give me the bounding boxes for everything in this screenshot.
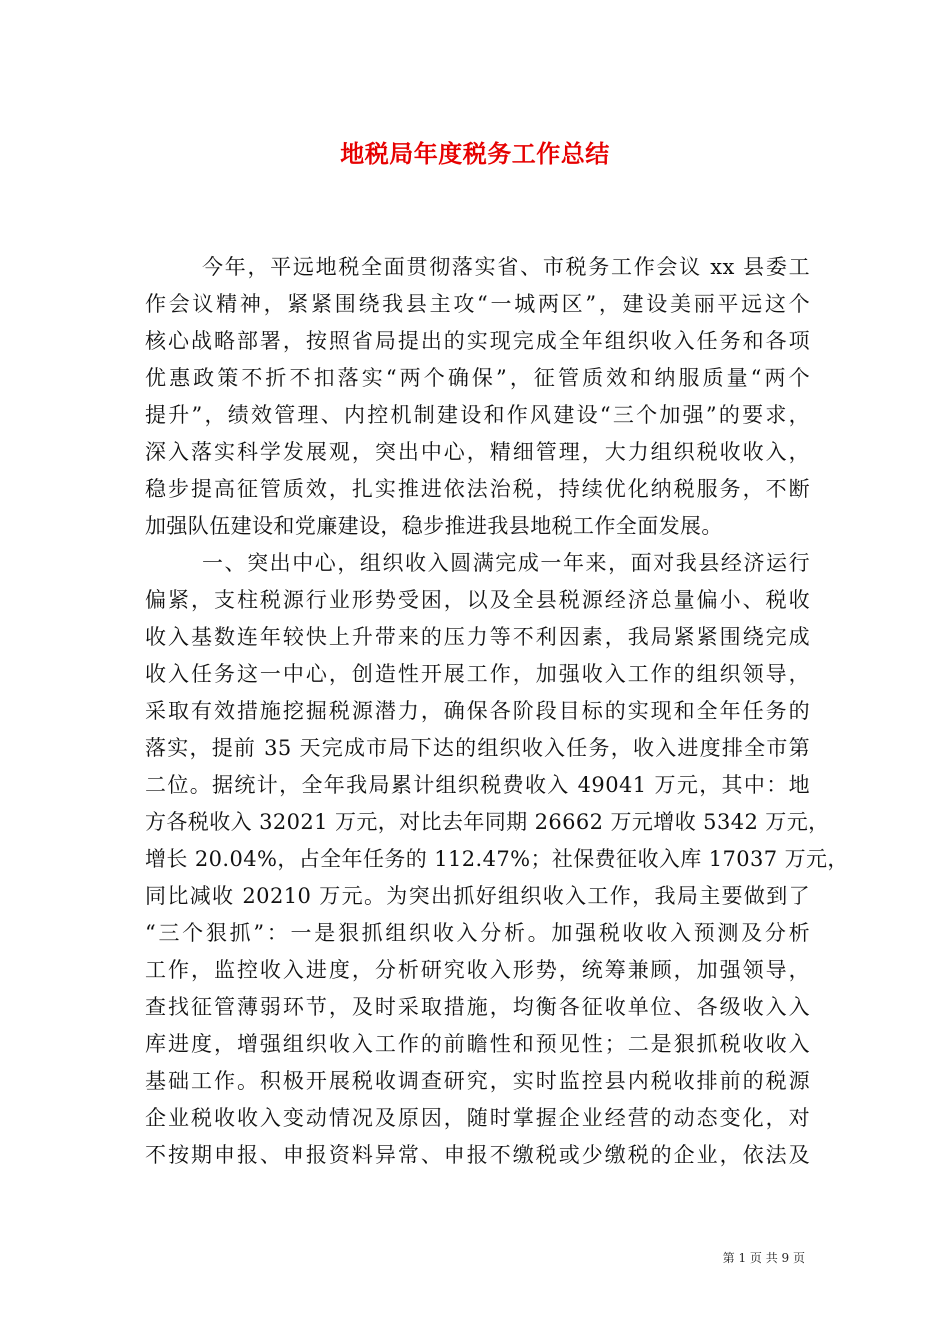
body-line: 收入基数连年较快上升带来的压力等不利因素，我局紧紧围绕完成 bbox=[145, 625, 810, 649]
body-line: 企业税收收入变动情况及原因，随时掌握企业经营的动态变化，对 bbox=[145, 1106, 810, 1130]
body-line: 作会议精神，紧紧围绕我县主攻“一城两区”，建设美丽平远这个 bbox=[145, 292, 810, 316]
body-line: 优惠政策不折不扣落实“两个确保”，征管质效和纳服质量“两个 bbox=[145, 366, 810, 390]
body-line: 增长 20.04%，占全年任务的 112.47%；社保费征收入库 17037 万元， bbox=[145, 847, 849, 871]
body-line: 偏紧，支柱税源行业形势受困，以及全县税源经济总量偏小、税收 bbox=[145, 588, 810, 612]
body-line: 收入任务这一中心，创造性开展工作，加强收入工作的组织领导， bbox=[145, 662, 810, 686]
body-line: 工作，监控收入进度，分析研究收入形势，统筹兼顾，加强领导， bbox=[145, 958, 810, 982]
body-line: 基础工作。积极开展税收调查研究，实时监控县内税收排前的税源 bbox=[145, 1069, 810, 1093]
body-line: 采取有效措施挖掘税源潜力，确保各阶段目标的实现和全年任务的 bbox=[145, 699, 810, 723]
body-line: 一、突出中心，组织收入圆满完成一年来，面对我县经济运行 bbox=[202, 551, 810, 575]
body-line: 落实，提前 35 天完成市局下达的组织收入任务，收入进度排全市第 bbox=[145, 736, 810, 760]
page-title: 地税局年度税务工作总结 bbox=[340, 139, 610, 168]
body-line: 加强队伍建设和党廉建设，稳步推进我县地税工作全面发展。 bbox=[145, 514, 723, 538]
body-line: 不按期申报、申报资料异常、申报不缴税或少缴税的企业，依法及 bbox=[145, 1143, 810, 1167]
body-line: 方各税收入 32021 万元，对比去年同期 26662 万元增收 5342 万元， bbox=[145, 810, 830, 834]
body-line: 同比减收 20210 万元。为突出抓好组织收入工作，我局主要做到了 bbox=[145, 884, 810, 908]
body-line: 核心战略部署，按照省局提出的实现完成全年组织收入任务和各项 bbox=[145, 329, 810, 353]
document-body bbox=[145, 249, 849, 1174]
body-line: 稳步提高征管质效，扎实推进依法治税，持续优化纳税服务，不断 bbox=[145, 477, 810, 501]
body-line: 二位。据统计，全年我局累计组织税费收入 49041 万元，其中：地 bbox=[145, 773, 810, 797]
body-line: 查找征管薄弱环节，及时采取措施，均衡各征收单位、各级收入入 bbox=[145, 995, 810, 1019]
body-line: 今年，平远地税全面贯彻落实省、市税务工作会议 xx 县委工 bbox=[202, 255, 810, 279]
body-line: 深入落实科学发展观，突出中心，精细管理，大力组织税收收入， bbox=[145, 440, 810, 464]
body-line: “三个狠抓”：一是狠抓组织收入分析。加强税收收入预测及分析 bbox=[145, 921, 810, 945]
page-number: 第 1 页 共 9 页 bbox=[722, 1251, 805, 1265]
body-line: 库进度，增强组织收入工作的前瞻性和预见性；二是狠抓税收收入 bbox=[145, 1032, 810, 1056]
body-line: 提升”，绩效管理、内控机制建设和作风建设“三个加强”的要求， bbox=[145, 403, 810, 427]
